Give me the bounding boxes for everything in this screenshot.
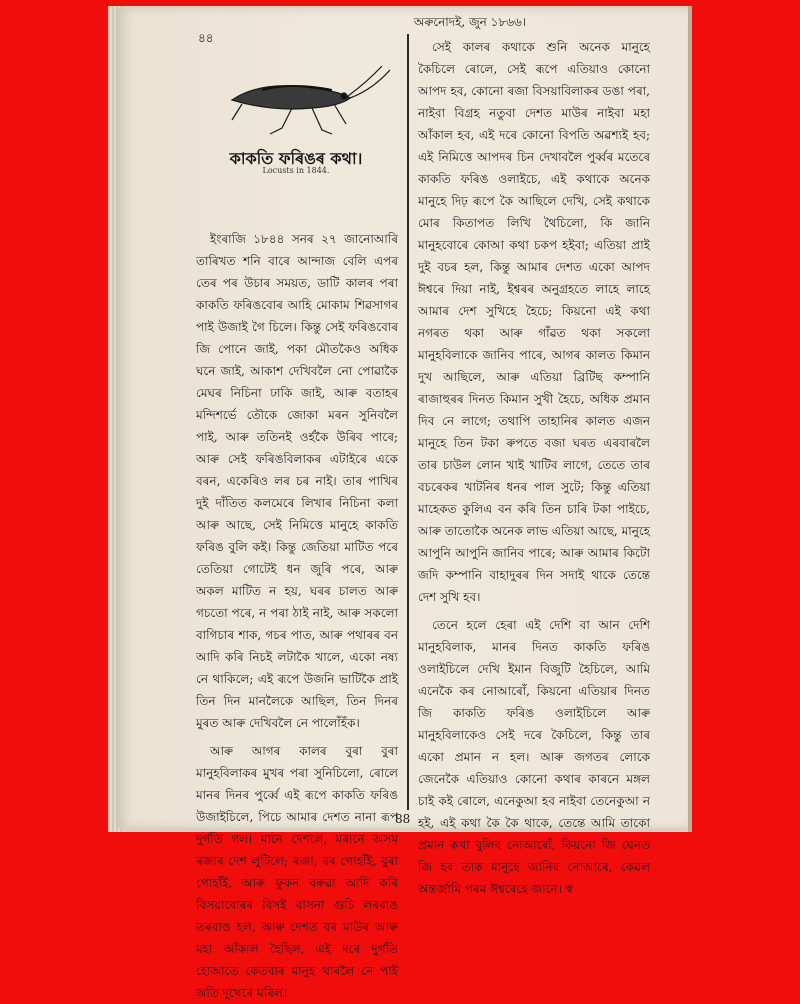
right-column [418,36,650,896]
left-column [196,228,398,1000]
page-right-edge [688,6,692,832]
page-number-top: ৪৪ [198,31,214,45]
page-number-bottom: 88 [395,812,411,826]
left-paragraph: ইংৰাজি ১৮৪৪ সনৰ ২৭ জানোআৰি তাৰিখত শনি বাৰে আন্দাজ বেলি এপৰ তেৰ পৰ উচাৰ সময়ত, ডাটি কালৰ পৰা কাকতি ফৰিঙবোৰ আহি মোকাম শিৱসাগৰ পাই উজাই গৈ চিলে। কিন্তু সেই ফৰিঙবোৰ জি পোনে জাই, পকা মৌতকৈও অধিক ঘনে জাই, আকাশ দেখিবলৈ নো পোৱাকৈ মেঘৰ নিচিনা ঢাকি জাই, আৰু বতাহৰ মন্দিশৰ্ভে তৌকে জোকা মৰন সুনিবলৈ পাই, আৰু ততিনই ওৰ্হকৈ উৰিব পাৰে; আৰু সেই ফৰিঙবিলাকৰ এটাইৰে একে বৰন, একেৰিও লৰ চৰ নাই। তাৰ পাখিৰ দুই দাঁতিত কলমেৰে লিখাৰ নিচিনা কলা আৰু আছে, সেই নিমিত্তে মানুহে কাকতি ফৰিঙ বুলি কই। কিন্তু জেতিয়া মাটিত পৰে তেতিয়া গোটেই ধন জুৰি পৰে, আৰু অকল মাটিত ন হয়, ঘৰৰ চালত আৰু গচতো পৰে, ন পৰা ঠাই নাই, আৰু সকলো বাগিচাৰ শাক, গচৰ পাত, আৰু পথাৰৰ বন আদি কৰি নিচই লটাকৈ খালে, একো নষ্য নে থাকিলে; এই ৰূপে উজনি ভাটিকৈ প্ৰাই তিন দিন মানলৈকে আছিল, তিন দিনৰ মুৰত আৰু দেখিবলৈ নে পালোঁহঁক। [196,232,398,730]
running-head: অৰুনোদই, জুন ১৮৬৬। [413,15,527,29]
right-paragraph: সেই কালৰ কথাকে শুনি অনেক মানুহে কৈচিলে ৰোলে, সেই ৰূপে এতিয়াও কোনো আপদ হব, কোনো ৰজা বিসয়াবিলাকৰ ডঙা পৰা, নাইবা বিগ্ৰহ নতুবা দেশত মাউৰ নাইবা মহা আঁকাল হব, এই দৰে কোনো বিপতি অৱশ্যই হব; এই নিমিত্তে আপদৰ চিন দেখাবলৈ পুৰ্ব্বৰ মতেৰে কাকতি ফৰিঙ ওলাইচে, এই কথাকে অনেক মানুহে দিঢ় ৰূপে কৈ আছিলে দেখি, সেই কথাকে মোৰ কিতাপত লিখি থৈচিলো, কি জানি মানুহবোৰে কোআ কথা চকপ হইবা; এতিয়া প্ৰাই দুই বচৰ হল, কিন্তু আমাৰ দেশত একো আপদ ঈশ্বৰে দিয়া নাই, ইশ্বৰৰ অনুগ্ৰহতে লাহে লাহে আমাৰ দেশ সুখিহে হৈচে; কিয়নো এই কথা নগৰত থকা আৰু গাঁৱত থকা সকলো মানুহবিলাকে জানিব পাৰে, আগৰ কালত কিমান দুখ আছিলে, আৰু এতিয়া ব্ৰিটিছ কম্পানি ৰাজাহুৰৰ দিনত কিমান সুখী হৈচে, অধিক প্ৰমান দিব নে লাগে; তথাপি তাহানিৰ কালত এজন মানুহে তিন টকা ৰুপতে বজা ঘৰত এৰবাৰলৈ তাৰ চাউল লোন খাই খাটিব লাগে, তেতে তাৰ বচৰেকৰ খাটনিৰ ধনৰ পাল সুটে; কিন্তু এতিয়া মাহেকত কুলিএ বন কৰি তিন চাৰি টকা পাইচে, আৰু তাতোকৈ অনেক লাভ এতিয়া আছে, মানুহে আপুনি আপুনি জানিব পাৰে; আৰু আমাৰ কিটো জদি কম্পানি বাহাদুৰৰ দিন সদাই থাকে তেন্তে দেশ সুখি হব। [418,40,650,604]
right-paragraph: তেনে হলে হেৰা এই দেশি বা আন দেশি মানুহবিলাক, মানৰ দিনত কাকতি ফৰিঙ ওলাইচিলে দেখি ইমান বিজুটি হৈচিলে, আমি এনেকৈ কৰ নোআৰোঁ, কিয়নো এতিয়াৰ দিনত জি কাকতি ফৰিঙ ওলাইচিলে আৰু মানুহবিলাকেও সেই দৰে কৈচিলে, কিন্তু তাৰ একো প্ৰমান ন হল। আৰু জগতৰ লোকে জেনেকৈ এতিয়াও কোনো কথাৰ কাৰনে মঙ্গল চাই কই ৰোলে, এনেকুআ হব নাইবা তেনেকুআ ন হই, এই কথা কৈ কৈ থাকে, তেন্তে আমি তাকো প্ৰমান কথা বুলিব নোআৰোঁ, কিয়নো জি ঘেনত জি হব তাক মানুহে জানিব নোআৰে, কেৱল অন্তৰ্জামি পৰম ঈশ্বৰেহে জানে। স্ব [418,618,650,896]
left-paragraph: আৰু আগৰ কালৰ বুৰা বুৰা মানুহবিলাকৰ মুখৰ পৰা সুনিচিলো, ৰোলে মানৰ দিনৰ পুৰ্ব্বে এই ৰূপে কাকতি ফৰিঙ উজাইচিলে, পিচে আমাৰ দেশত নানা ৰূপ দুৰ্গতি গল। মানে দেশলে, মৰানে অসম ৰজাৰ দেশ লুটিলে; ৰজা, বৰ গোহাঁই, বুৰা গোহাঁই, আৰু ফুকন বৰুৱা আদি কৰি বিসয়াবোৰৰ বিসই বাসনা গুচি লৰবাঙ তৰবাঙ হল, আৰু দেশত বৰ মাউৰ আৰু মহা আঁকাল হৈছিল, এই দৰে দুৰ্গতি হোআতে কেতবাৰ মানুহ থাৰলৈ নে পাই অতি দুখেৰে মৰিল। [196,744,398,1000]
column-divider [407,34,409,810]
locust-illustration-icon [222,60,392,138]
article-title: কাকতি ফৰিঙৰ কথা। [229,149,363,168]
illustration-caption: Locusts in 1844. [262,166,330,175]
